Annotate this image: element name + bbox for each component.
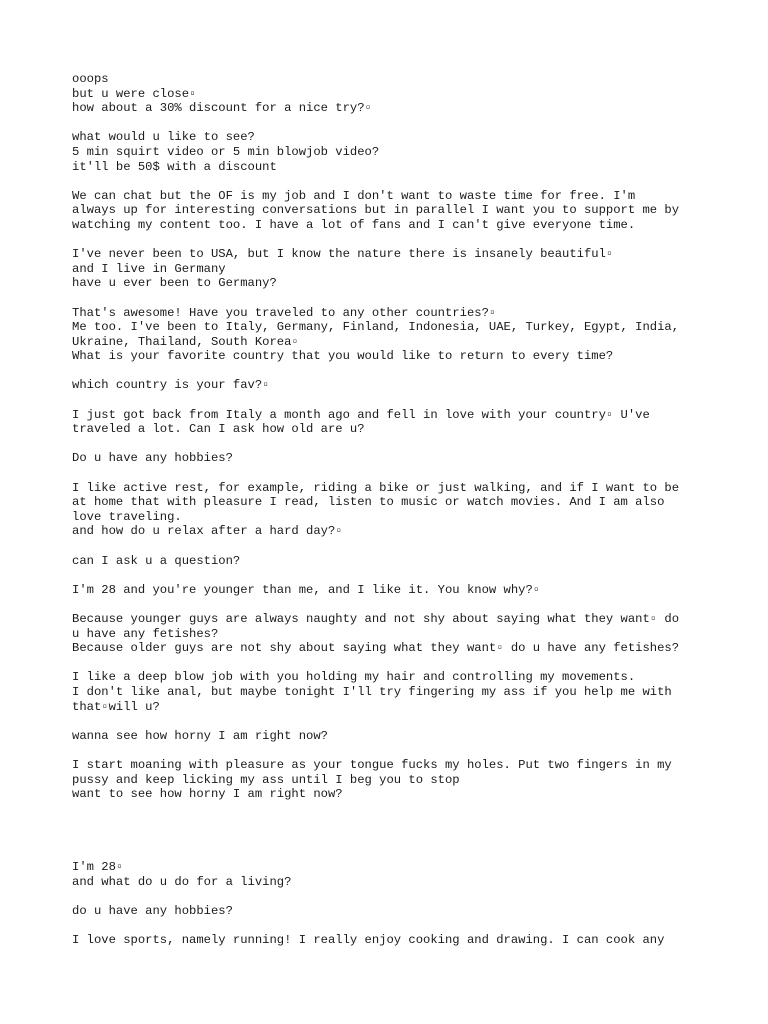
text-line: We can chat but the OF is my job and I don't want to waste time for free. I'm <box>72 188 636 203</box>
paragraph <box>72 408 708 437</box>
paragraph <box>72 130 708 174</box>
text-line: I start moaning with pleasure as your tongue fucks my holes. Put two fingers in my <box>72 757 672 772</box>
text-line: wanna see how horny I am right now? <box>72 728 328 743</box>
text-line: Because older guys are not shy about saying what they want▫ do u have any fetishes? <box>72 641 680 656</box>
text-line: Ukraine, Thailand, South Korea▫ <box>72 334 299 349</box>
text-line: Do u have any hobbies? <box>72 451 233 466</box>
text-line: it'll be 50$ with a discount <box>72 159 277 174</box>
paragraph <box>72 670 708 714</box>
paragraph <box>72 554 708 569</box>
text-line: have u ever been to Germany? <box>72 276 277 291</box>
text-line: and how do u relax after a hard day?▫ <box>72 524 343 539</box>
text-line: how about a 30% discount for a nice try?▫ <box>72 101 372 116</box>
document-text <box>72 72 708 948</box>
text-line: Because younger guys are always naughty and not shy about saying what they want▫ do <box>72 611 680 626</box>
paragraph <box>72 904 708 919</box>
text-line: and what do u do for a living? <box>72 874 292 889</box>
text-line: I love sports, namely running! I really enjoy cooking and drawing. I can cook any <box>72 933 665 948</box>
text-line: want to see how horny I am right now? <box>72 787 343 802</box>
paragraph <box>72 481 708 539</box>
text-line: can I ask u a question? <box>72 553 241 568</box>
text-line: love traveling. <box>72 509 182 524</box>
text-line: that▫will u? <box>72 699 160 714</box>
paragraph <box>72 451 708 466</box>
paragraph <box>72 247 708 291</box>
text-line: That's awesome! Have you traveled to any other countries?▫ <box>72 305 497 320</box>
text-line: u have any fetishes? <box>72 626 219 641</box>
text-line: 5 min squirt video or 5 min blowjob video? <box>72 144 380 159</box>
text-line: Me too. I've been to Italy, Germany, Finland, Indonesia, UAE, Turkey, Egypt, India, <box>72 320 680 335</box>
text-line: which country is your fav?▫ <box>72 378 270 393</box>
text-line: traveled a lot. Can I ask how old are u? <box>72 422 365 437</box>
text-line: pussy and keep licking my ass until I beg you to stop <box>72 772 460 787</box>
blank-gap <box>72 816 708 860</box>
paragraph <box>72 583 708 598</box>
text-line: watching my content too. I have a lot of fans and I can't give everyone time. <box>72 217 636 232</box>
paragraph <box>72 189 708 233</box>
text-line: I just got back from Italy a month ago and fell in love with your country▫ U've <box>72 407 650 422</box>
paragraph <box>72 933 708 948</box>
paragraph <box>72 72 708 116</box>
text-line: what would u like to see? <box>72 130 255 145</box>
paragraph <box>72 378 708 393</box>
text-line: but u were close▫ <box>72 86 197 101</box>
text-line: I'm 28 and you're younger than me, and I like it. You know why?▫ <box>72 582 541 597</box>
text-line: always up for interesting conversations but in parallel I want you to support me by <box>72 203 680 218</box>
text-line: do u have any hobbies? <box>72 904 233 919</box>
text-line: I like active rest, for example, riding a bike or just walking, and if I want to be <box>72 480 680 495</box>
paragraph <box>72 758 708 802</box>
text-line: I don't like anal, but maybe tonight I'll try fingering my ass if you help me with <box>72 684 672 699</box>
paragraph <box>72 306 708 364</box>
paragraph <box>72 612 708 656</box>
text-line: ooops <box>72 72 109 86</box>
text-line: I'm 28▫ <box>72 860 124 875</box>
text-line: at home that with pleasure I read, listen to music or watch movies. And I am also <box>72 495 665 510</box>
text-line: I like a deep blow job with you holding my hair and controlling my movements. <box>72 670 636 685</box>
text-line: What is your favorite country that you would like to return to every time? <box>72 349 614 364</box>
paragraph <box>72 729 708 744</box>
text-line: and I live in Germany <box>72 261 226 276</box>
text-line: I've never been to USA, but I know the nature there is insanely beautiful▫ <box>72 247 614 262</box>
paragraph <box>72 860 708 889</box>
